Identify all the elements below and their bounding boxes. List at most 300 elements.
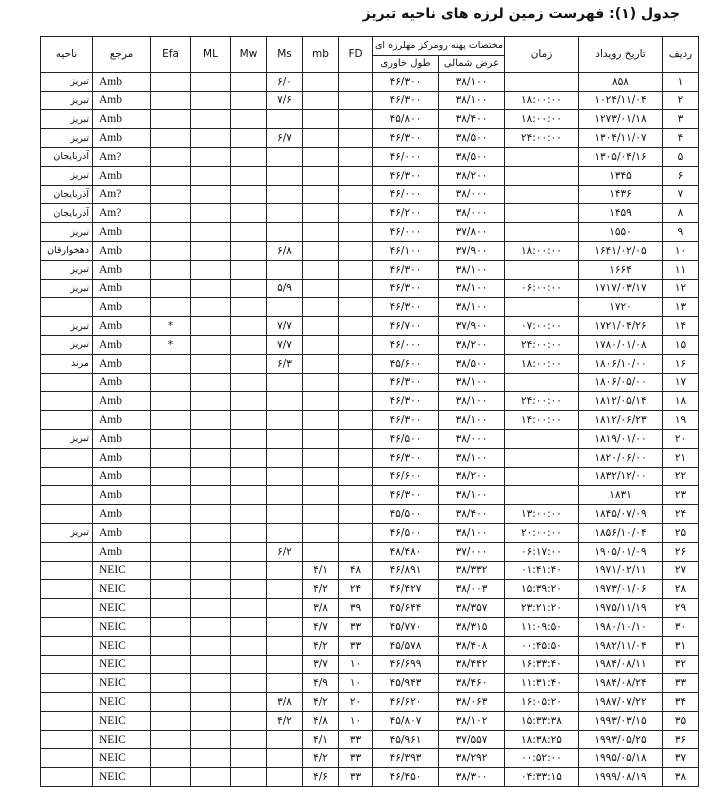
cell-date: ۱۹۸۰/۱۰/۱۰ bbox=[579, 617, 663, 636]
cell-region bbox=[41, 730, 93, 749]
cell-row-number: ۲۱ bbox=[663, 448, 699, 467]
cell-mb: ۴/۸ bbox=[303, 711, 339, 730]
cell-time bbox=[505, 166, 579, 185]
cell-date: ۱۶۶۴ bbox=[579, 260, 663, 279]
cell-latitude: ۳۸/۴۰۰ bbox=[439, 110, 505, 129]
cell-date: ۱۸۲۰/۰۶/۰۰ bbox=[579, 448, 663, 467]
cell-longitude: ۴۶/۸۹۱ bbox=[373, 561, 439, 580]
cell-mw bbox=[231, 204, 267, 223]
cell-date: ۱۹۹۵/۰۵/۱۸ bbox=[579, 749, 663, 768]
table-row bbox=[41, 204, 699, 223]
cell-mb: ۴/۲ bbox=[303, 749, 339, 768]
cell-time bbox=[505, 223, 579, 242]
cell-row-number: ۱۸ bbox=[663, 392, 699, 411]
cell-ml bbox=[191, 223, 231, 242]
cell-latitude: ۳۸/۱۰۰ bbox=[439, 298, 505, 317]
cell-ms bbox=[267, 467, 303, 486]
cell-latitude: ۳۸/۱۰۰ bbox=[439, 279, 505, 298]
cell-longitude: ۴۶/۳۰۰ bbox=[373, 279, 439, 298]
cell-region bbox=[41, 486, 93, 505]
table-row bbox=[41, 505, 699, 524]
table-row bbox=[41, 223, 699, 242]
cell-longitude: ۴۵/۶۰۰ bbox=[373, 354, 439, 373]
cell-ms bbox=[267, 505, 303, 524]
cell-date: ۱۰۲۴/۱۱/۰۴ bbox=[579, 91, 663, 110]
cell-ref: NEIC bbox=[93, 617, 151, 636]
cell-efa bbox=[151, 260, 191, 279]
cell-ms bbox=[267, 599, 303, 618]
cell-ms bbox=[267, 580, 303, 599]
cell-time bbox=[505, 147, 579, 166]
cell-ms: ۷/۶ bbox=[267, 91, 303, 110]
cell-fd bbox=[339, 298, 373, 317]
table-row bbox=[41, 693, 699, 712]
cell-date: ۱۹۹۹/۰۸/۱۹ bbox=[579, 768, 663, 787]
table-row bbox=[41, 335, 699, 354]
cell-region: تبریز bbox=[41, 279, 93, 298]
cell-longitude: ۴۶/۳۰۰ bbox=[373, 392, 439, 411]
cell-fd bbox=[339, 317, 373, 336]
header-ref: مرجع bbox=[93, 37, 151, 73]
cell-fd: ۳۳ bbox=[339, 730, 373, 749]
cell-row-number: ۳۸ bbox=[663, 768, 699, 787]
cell-ms bbox=[267, 486, 303, 505]
cell-ml bbox=[191, 279, 231, 298]
cell-mb bbox=[303, 392, 339, 411]
cell-time: ۱۸:۰۰:۰۰ bbox=[505, 241, 579, 260]
cell-time: ۱۱:۳۱:۴۰ bbox=[505, 674, 579, 693]
cell-mw bbox=[231, 636, 267, 655]
cell-ref: NEIC bbox=[93, 580, 151, 599]
cell-mb: ۳/۷ bbox=[303, 655, 339, 674]
cell-fd: ۳۳ bbox=[339, 749, 373, 768]
table-row bbox=[41, 298, 699, 317]
cell-date: ۱۷۸۰/۰۱/۰۸ bbox=[579, 335, 663, 354]
cell-mw bbox=[231, 91, 267, 110]
cell-ml bbox=[191, 260, 231, 279]
cell-region bbox=[41, 411, 93, 430]
cell-ms bbox=[267, 185, 303, 204]
cell-fd bbox=[339, 392, 373, 411]
cell-ref: Am? bbox=[93, 185, 151, 204]
cell-mw bbox=[231, 185, 267, 204]
cell-latitude: ۳۷/۹۰۰ bbox=[439, 317, 505, 336]
cell-latitude: ۳۸/۳۱۵ bbox=[439, 617, 505, 636]
header-fd: FD bbox=[339, 37, 373, 73]
cell-longitude: ۴۶/۵۰۰ bbox=[373, 429, 439, 448]
cell-fd bbox=[339, 429, 373, 448]
cell-fd: ۳۳ bbox=[339, 617, 373, 636]
cell-mw bbox=[231, 730, 267, 749]
cell-fd bbox=[339, 354, 373, 373]
header-ml: ML bbox=[191, 37, 231, 73]
cell-mb bbox=[303, 110, 339, 129]
cell-mw bbox=[231, 486, 267, 505]
table-row bbox=[41, 617, 699, 636]
cell-longitude: ۴۶/۳۰۰ bbox=[373, 298, 439, 317]
cell-mw bbox=[231, 523, 267, 542]
cell-latitude: ۳۸/۵۰۰ bbox=[439, 147, 505, 166]
cell-ms bbox=[267, 429, 303, 448]
cell-efa bbox=[151, 730, 191, 749]
cell-ref: Amb bbox=[93, 241, 151, 260]
table-row bbox=[41, 241, 699, 260]
cell-fd bbox=[339, 110, 373, 129]
cell-date: ۱۳۰۵/۰۴/۱۶ bbox=[579, 147, 663, 166]
cell-latitude: ۳۸/۱۰۲ bbox=[439, 711, 505, 730]
cell-region: تبریز bbox=[41, 317, 93, 336]
cell-ref: NEIC bbox=[93, 693, 151, 712]
header-date: تاریخ رویداد bbox=[579, 37, 663, 73]
table-row bbox=[41, 429, 699, 448]
header-region: ناحیه bbox=[41, 37, 93, 73]
cell-efa bbox=[151, 373, 191, 392]
cell-longitude: ۴۵/۸۰۰ bbox=[373, 110, 439, 129]
cell-region: تبریز bbox=[41, 335, 93, 354]
cell-efa bbox=[151, 448, 191, 467]
cell-ml bbox=[191, 241, 231, 260]
cell-row-number: ۷ bbox=[663, 185, 699, 204]
cell-row-number: ۱۳ bbox=[663, 298, 699, 317]
table-row bbox=[41, 636, 699, 655]
cell-region bbox=[41, 580, 93, 599]
header-ms: Ms bbox=[267, 37, 303, 73]
cell-ml bbox=[191, 523, 231, 542]
cell-ms: ۳/۸ bbox=[267, 693, 303, 712]
cell-region: تبریز bbox=[41, 223, 93, 242]
cell-ml bbox=[191, 91, 231, 110]
cell-time: ۰۶:۱۷:۰۰ bbox=[505, 542, 579, 561]
table-row bbox=[41, 768, 699, 787]
cell-row-number: ۳۲ bbox=[663, 655, 699, 674]
cell-efa bbox=[151, 599, 191, 618]
cell-ms bbox=[267, 561, 303, 580]
cell-latitude: ۳۸/۴۶۰ bbox=[439, 674, 505, 693]
cell-region bbox=[41, 599, 93, 618]
cell-row-number: ۲۶ bbox=[663, 542, 699, 561]
cell-time: ۲۰:۰۰:۰۰ bbox=[505, 523, 579, 542]
cell-latitude: ۳۷/۰۰۰ bbox=[439, 542, 505, 561]
cell-mw bbox=[231, 260, 267, 279]
cell-ms bbox=[267, 749, 303, 768]
cell-efa bbox=[151, 223, 191, 242]
cell-ref: Amb bbox=[93, 335, 151, 354]
cell-row-number: ۲ bbox=[663, 91, 699, 110]
cell-latitude: ۳۸/۱۰۰ bbox=[439, 72, 505, 91]
cell-ref: Amb bbox=[93, 91, 151, 110]
cell-date: ۱۷۲۰ bbox=[579, 298, 663, 317]
cell-ms bbox=[267, 448, 303, 467]
cell-time bbox=[505, 72, 579, 91]
cell-date: ۱۹۷۵/۱۱/۱۹ bbox=[579, 599, 663, 618]
cell-ms: ۵/۹ bbox=[267, 279, 303, 298]
cell-time: ۰۰:۵۲:۰۰ bbox=[505, 749, 579, 768]
table-row bbox=[41, 72, 699, 91]
cell-ms bbox=[267, 223, 303, 242]
cell-region: تبریز bbox=[41, 166, 93, 185]
cell-ml bbox=[191, 448, 231, 467]
cell-fd bbox=[339, 448, 373, 467]
cell-ref: Amb bbox=[93, 523, 151, 542]
cell-date: ۱۸۳۲/۱۲/۰۰ bbox=[579, 467, 663, 486]
cell-time: ۱۸:۰۰:۰۰ bbox=[505, 91, 579, 110]
cell-fd bbox=[339, 486, 373, 505]
cell-ml bbox=[191, 768, 231, 787]
cell-mw bbox=[231, 129, 267, 148]
cell-region: تبریز bbox=[41, 91, 93, 110]
cell-ml bbox=[191, 147, 231, 166]
cell-ml bbox=[191, 129, 231, 148]
cell-mb bbox=[303, 373, 339, 392]
cell-row-number: ۱ bbox=[663, 72, 699, 91]
cell-region: تبریز bbox=[41, 523, 93, 542]
cell-date: ۱۹۹۳/۰۵/۲۵ bbox=[579, 730, 663, 749]
cell-ml bbox=[191, 204, 231, 223]
cell-latitude: ۳۸/۳۳۲ bbox=[439, 561, 505, 580]
cell-region bbox=[41, 768, 93, 787]
cell-date: ۱۷۱۷/۰۳/۱۷ bbox=[579, 279, 663, 298]
cell-mb bbox=[303, 91, 339, 110]
cell-row-number: ۹ bbox=[663, 223, 699, 242]
cell-date: ۱۸۵۶/۱۰/۰۴ bbox=[579, 523, 663, 542]
cell-latitude: ۳۸/۰۰۰ bbox=[439, 185, 505, 204]
cell-time: ۱۵:۳۹:۲۰ bbox=[505, 580, 579, 599]
cell-fd bbox=[339, 279, 373, 298]
cell-latitude: ۳۸/۱۰۰ bbox=[439, 448, 505, 467]
cell-fd bbox=[339, 373, 373, 392]
cell-longitude: ۴۶/۳۰۰ bbox=[373, 72, 439, 91]
cell-mb: ۴/۱ bbox=[303, 730, 339, 749]
cell-ms bbox=[267, 636, 303, 655]
cell-efa bbox=[151, 636, 191, 655]
cell-time: ۱۶:۳۳:۴۰ bbox=[505, 655, 579, 674]
cell-efa bbox=[151, 711, 191, 730]
cell-fd bbox=[339, 523, 373, 542]
cell-longitude: ۴۵/۵۷۸ bbox=[373, 636, 439, 655]
cell-time: ۱۱:۰۹:۵۰ bbox=[505, 617, 579, 636]
cell-longitude: ۴۵/۷۷۰ bbox=[373, 617, 439, 636]
cell-efa bbox=[151, 129, 191, 148]
cell-longitude: ۴۶/۲۰۰ bbox=[373, 204, 439, 223]
cell-ref: Amb bbox=[93, 279, 151, 298]
cell-ml bbox=[191, 317, 231, 336]
cell-row-number: ۳۷ bbox=[663, 749, 699, 768]
table-row bbox=[41, 730, 699, 749]
cell-time bbox=[505, 429, 579, 448]
cell-time: ۱۸:۳۸:۲۵ bbox=[505, 730, 579, 749]
cell-row-number: ۲۵ bbox=[663, 523, 699, 542]
cell-mw bbox=[231, 166, 267, 185]
cell-ref: Amb bbox=[93, 129, 151, 148]
cell-mb: ۴/۶ bbox=[303, 768, 339, 787]
cell-ref: NEIC bbox=[93, 768, 151, 787]
cell-row-number: ۱۰ bbox=[663, 241, 699, 260]
cell-efa bbox=[151, 354, 191, 373]
cell-row-number: ۱۴ bbox=[663, 317, 699, 336]
cell-ml bbox=[191, 693, 231, 712]
cell-fd: ۱۰ bbox=[339, 674, 373, 693]
header-longitude: طول خاوری bbox=[373, 55, 439, 72]
cell-ref: NEIC bbox=[93, 655, 151, 674]
cell-ml bbox=[191, 711, 231, 730]
cell-efa bbox=[151, 674, 191, 693]
cell-efa bbox=[151, 110, 191, 129]
cell-longitude: ۴۵/۵۰۰ bbox=[373, 505, 439, 524]
cell-mw bbox=[231, 241, 267, 260]
table-row bbox=[41, 711, 699, 730]
cell-mw bbox=[231, 467, 267, 486]
cell-ml bbox=[191, 72, 231, 91]
cell-region bbox=[41, 448, 93, 467]
cell-mb bbox=[303, 448, 339, 467]
cell-ml bbox=[191, 467, 231, 486]
table-row bbox=[41, 354, 699, 373]
cell-region: تبریز bbox=[41, 72, 93, 91]
cell-mb: ۴/۷ bbox=[303, 617, 339, 636]
table-row bbox=[41, 185, 699, 204]
cell-fd bbox=[339, 129, 373, 148]
cell-date: ۱۸۱۲/۰۵/۱۴ bbox=[579, 392, 663, 411]
cell-longitude: ۴۶/۶۹۹ bbox=[373, 655, 439, 674]
cell-ms bbox=[267, 617, 303, 636]
cell-mb: ۳/۸ bbox=[303, 599, 339, 618]
cell-mw bbox=[231, 147, 267, 166]
table-row bbox=[41, 523, 699, 542]
cell-mw bbox=[231, 373, 267, 392]
cell-mw bbox=[231, 617, 267, 636]
table-row bbox=[41, 448, 699, 467]
cell-time: ۰۶:۰۰:۰۰ bbox=[505, 279, 579, 298]
cell-longitude: ۴۶/۳۹۳ bbox=[373, 749, 439, 768]
cell-efa bbox=[151, 166, 191, 185]
cell-mw bbox=[231, 110, 267, 129]
cell-latitude: ۳۸/۱۰۰ bbox=[439, 91, 505, 110]
cell-longitude: ۴۶/۳۰۰ bbox=[373, 260, 439, 279]
cell-ref: Amb bbox=[93, 317, 151, 336]
cell-ml bbox=[191, 298, 231, 317]
cell-fd bbox=[339, 542, 373, 561]
cell-row-number: ۳ bbox=[663, 110, 699, 129]
cell-ml bbox=[191, 617, 231, 636]
cell-time: ۱۴:۰۰:۰۰ bbox=[505, 411, 579, 430]
cell-row-number: ۵ bbox=[663, 147, 699, 166]
cell-date: ۱۹۹۳/۰۳/۱۵ bbox=[579, 711, 663, 730]
cell-ml bbox=[191, 636, 231, 655]
table-row bbox=[41, 674, 699, 693]
cell-ms bbox=[267, 655, 303, 674]
cell-fd: ۳۹ bbox=[339, 599, 373, 618]
cell-date: ۱۸۰۶/۱۰/۰۰ bbox=[579, 354, 663, 373]
cell-fd: ۳۳ bbox=[339, 768, 373, 787]
cell-row-number: ۱۵ bbox=[663, 335, 699, 354]
cell-efa bbox=[151, 561, 191, 580]
cell-ref: NEIC bbox=[93, 730, 151, 749]
cell-ref: Amb bbox=[93, 411, 151, 430]
cell-region bbox=[41, 674, 93, 693]
cell-ref: Amb bbox=[93, 72, 151, 91]
cell-longitude: ۴۶/۳۰۰ bbox=[373, 129, 439, 148]
cell-efa bbox=[151, 241, 191, 260]
cell-ms bbox=[267, 730, 303, 749]
cell-fd bbox=[339, 411, 373, 430]
cell-efa: * bbox=[151, 335, 191, 354]
table-row bbox=[41, 392, 699, 411]
cell-fd: ۳۳ bbox=[339, 636, 373, 655]
cell-mb bbox=[303, 523, 339, 542]
cell-mb bbox=[303, 354, 339, 373]
cell-ml bbox=[191, 561, 231, 580]
cell-ms bbox=[267, 674, 303, 693]
cell-time bbox=[505, 260, 579, 279]
cell-fd bbox=[339, 204, 373, 223]
cell-time: ۲۴:۰۰:۰۰ bbox=[505, 392, 579, 411]
cell-fd bbox=[339, 72, 373, 91]
cell-longitude: ۴۶/۶۲۰ bbox=[373, 693, 439, 712]
cell-row-number: ۱۶ bbox=[663, 354, 699, 373]
cell-efa bbox=[151, 617, 191, 636]
cell-date: ۱۹۸۷/۰۷/۲۲ bbox=[579, 693, 663, 712]
cell-latitude: ۳۸/۱۰۰ bbox=[439, 373, 505, 392]
cell-efa bbox=[151, 204, 191, 223]
cell-fd bbox=[339, 166, 373, 185]
cell-date: ۱۸۰۶/۰۵/۰۰ bbox=[579, 373, 663, 392]
cell-mb bbox=[303, 335, 339, 354]
cell-ref: Amb bbox=[93, 166, 151, 185]
cell-region: تبریز bbox=[41, 129, 93, 148]
cell-row-number: ۲۳ bbox=[663, 486, 699, 505]
cell-fd bbox=[339, 147, 373, 166]
cell-ml bbox=[191, 542, 231, 561]
cell-mb bbox=[303, 505, 339, 524]
cell-ref: NEIC bbox=[93, 674, 151, 693]
cell-mb bbox=[303, 129, 339, 148]
cell-region bbox=[41, 749, 93, 768]
cell-date: ۸۵۸ bbox=[579, 72, 663, 91]
cell-time: ۲۴:۰۰:۰۰ bbox=[505, 335, 579, 354]
cell-region: آذربایجان bbox=[41, 185, 93, 204]
cell-ml bbox=[191, 411, 231, 430]
cell-date: ۱۳۰۴/۱۱/۰۷ bbox=[579, 129, 663, 148]
cell-longitude: ۴۵/۸۰۷ bbox=[373, 711, 439, 730]
cell-region: دهخوارقان bbox=[41, 241, 93, 260]
cell-date: ۱۹۸۴/۰۸/۱۱ bbox=[579, 655, 663, 674]
cell-region bbox=[41, 373, 93, 392]
cell-efa bbox=[151, 655, 191, 674]
cell-efa bbox=[151, 72, 191, 91]
cell-fd: ۲۰ bbox=[339, 693, 373, 712]
cell-row-number: ۲۴ bbox=[663, 505, 699, 524]
table-row bbox=[41, 260, 699, 279]
cell-region: تبریز bbox=[41, 429, 93, 448]
cell-ref: Am? bbox=[93, 147, 151, 166]
cell-time: ۲۳:۲۱:۲۰ bbox=[505, 599, 579, 618]
cell-mw bbox=[231, 711, 267, 730]
cell-fd bbox=[339, 260, 373, 279]
cell-efa bbox=[151, 185, 191, 204]
cell-ref: Amb bbox=[93, 298, 151, 317]
cell-row-number: ۲۹ bbox=[663, 599, 699, 618]
cell-time: ۰۴:۳۳:۱۵ bbox=[505, 768, 579, 787]
cell-mb bbox=[303, 467, 339, 486]
cell-region bbox=[41, 561, 93, 580]
cell-ref: Amb bbox=[93, 467, 151, 486]
cell-efa bbox=[151, 749, 191, 768]
table-row bbox=[41, 580, 699, 599]
cell-mb: ۴/۲ bbox=[303, 693, 339, 712]
table-title: جدول (۱): فهرست زمین لرزه های ناحیه تبریز bbox=[362, 6, 680, 22]
cell-mw bbox=[231, 655, 267, 674]
cell-time: ۱۸:۰۰:۰۰ bbox=[505, 354, 579, 373]
